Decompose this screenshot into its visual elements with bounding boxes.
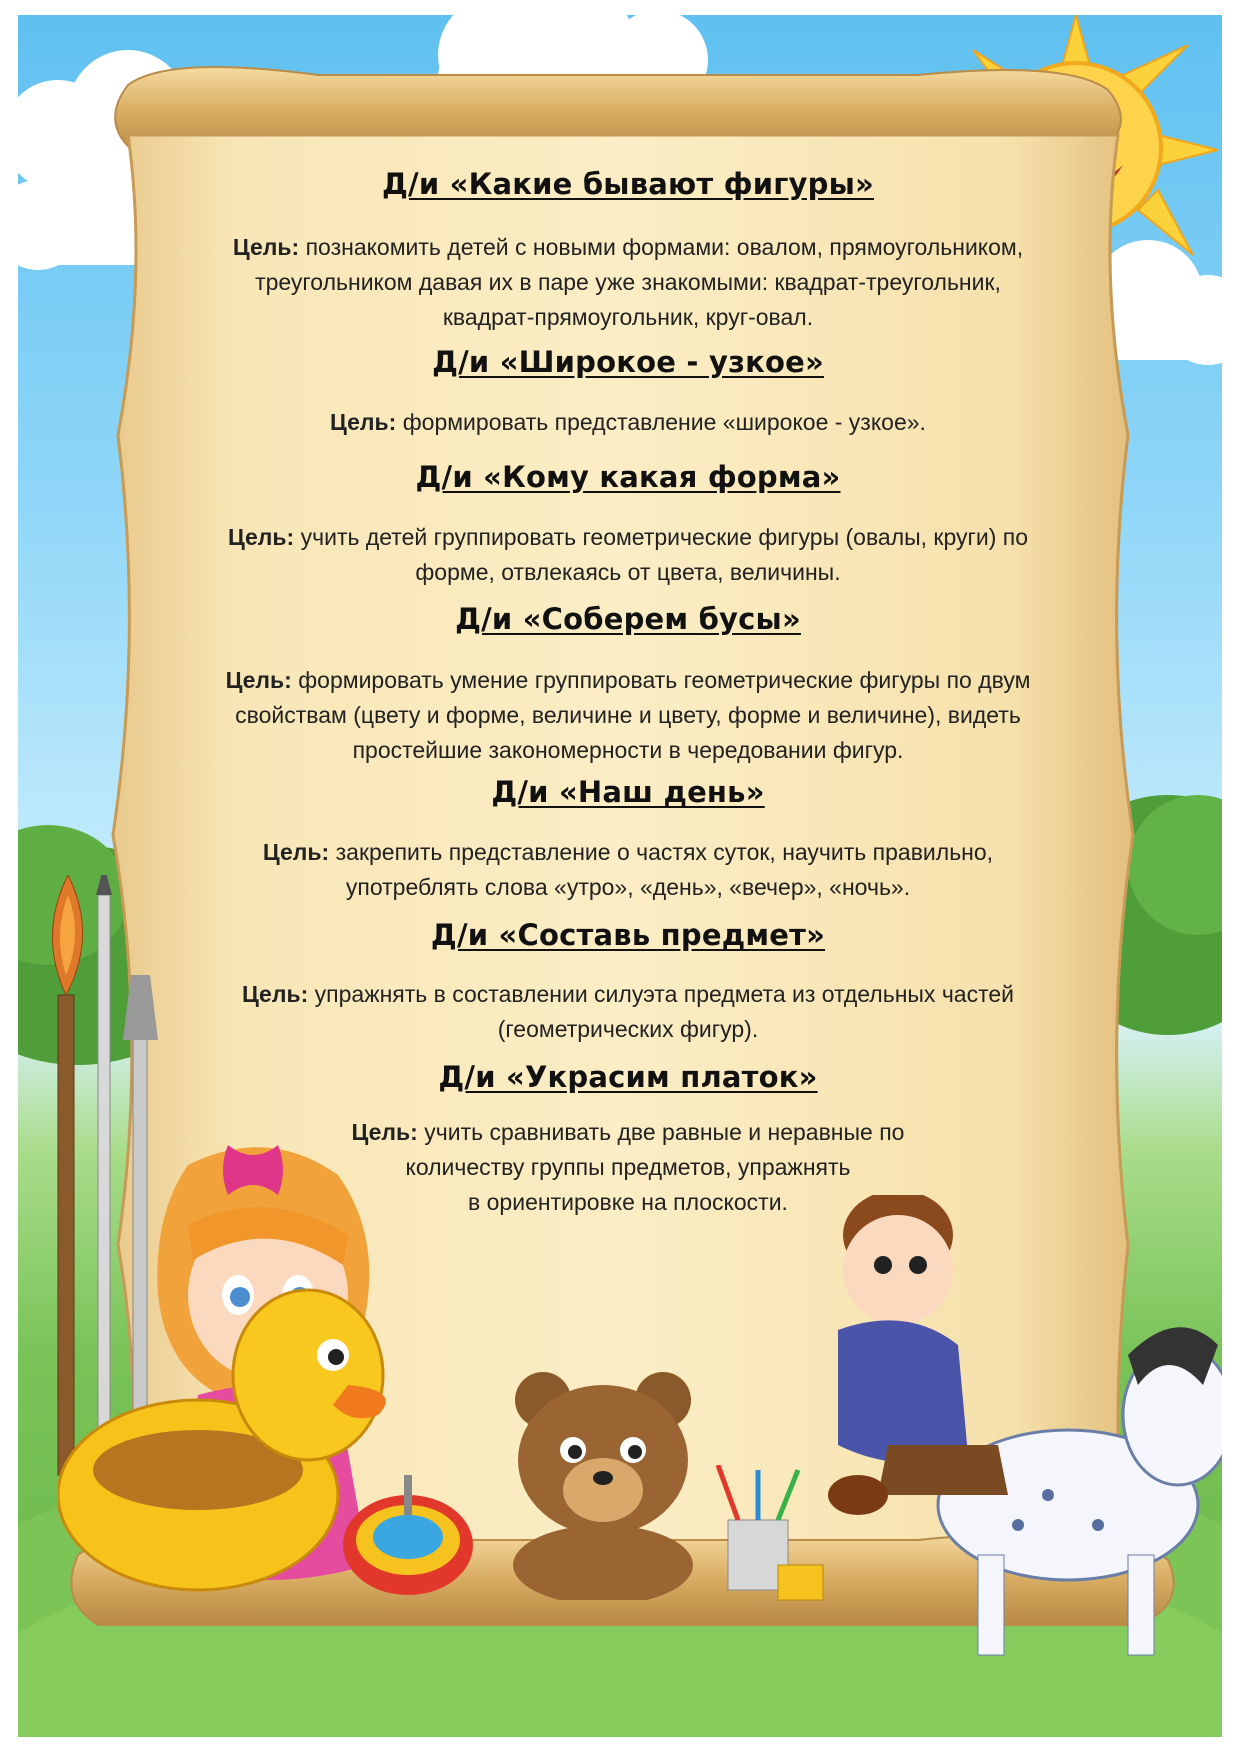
goal-line: учить детей группировать геометрические фигуры (овалы, круги) по [300, 524, 1029, 550]
goal-line: учить сравнивать две равные и неравные по [424, 1119, 905, 1145]
game-goal [128, 405, 1128, 440]
goal-line: в ориентировке на плоскости. [468, 1189, 788, 1215]
game-goal [128, 230, 1128, 335]
goal-label: Цель: [232, 234, 300, 260]
game-goal [128, 663, 1128, 768]
goal-label: Цель: [227, 524, 295, 550]
game-title: Д/и «Составь предмет» [430, 918, 826, 952]
game-goal [318, 1115, 938, 1220]
spinning-top-icon [338, 1465, 478, 1605]
goal-line: (геометрических фигур). [497, 1016, 759, 1042]
boy-on-horse-illustration [798, 1195, 1222, 1665]
goal-line: познакомить детей с новыми формами: овалом, прямоугольником, [305, 234, 1024, 260]
goal-label: Цель: [262, 839, 330, 865]
goal-line: треугольником давая их в паре уже знакомыми: квадрат-треугольник, [255, 269, 1001, 295]
goal-line: употреблять слова «утро», «день», «вечер», «ночь». [345, 874, 911, 900]
game-title: Д/и «Украсим платок» [438, 1060, 818, 1094]
game-title: Д/и «Соберем бусы» [455, 602, 801, 636]
goal-label: Цель: [241, 981, 309, 1007]
goal-line: количеству группы предметов, упражнять [405, 1154, 851, 1180]
game-title: Д/и «Кому какая форма» [415, 460, 841, 494]
goal-line: упражнять в составлении силуэта предмета из отдельных частей [314, 981, 1015, 1007]
game-title: Д/и «Какие бывают фигуры» [382, 167, 874, 201]
game-goal [128, 520, 1128, 590]
goal-line: свойствам (цвету и форме, величине и цвету, форме и величине), видеть [235, 702, 1021, 728]
goal-line: закрепить представление о частях суток, научить правильно, [335, 839, 994, 865]
goal-line: простейшие закономерности в чередовании фигур. [352, 737, 904, 763]
goal-label: Цель: [225, 667, 292, 693]
goal-line: формировать представление «широкое - узкое». [402, 409, 926, 435]
goal-label: Цель: [351, 1119, 418, 1145]
poster-background [18, 15, 1222, 1737]
teddy-bear-illustration [488, 1360, 718, 1600]
game-goal [128, 977, 1128, 1047]
game-goal [128, 835, 1128, 905]
game-title: Д/и «Наш день» [491, 775, 765, 809]
goal-line: квадрат-прямоугольник, круг-овал. [442, 304, 814, 330]
game-title: Д/и «Широкое - узкое» [432, 345, 824, 379]
goal-label: Цель: [330, 409, 397, 435]
goal-line: формировать умение группировать геометрические фигуры по двум [298, 667, 1031, 693]
goal-line: форме, отвлекаясь от цвета, величины. [415, 559, 841, 585]
